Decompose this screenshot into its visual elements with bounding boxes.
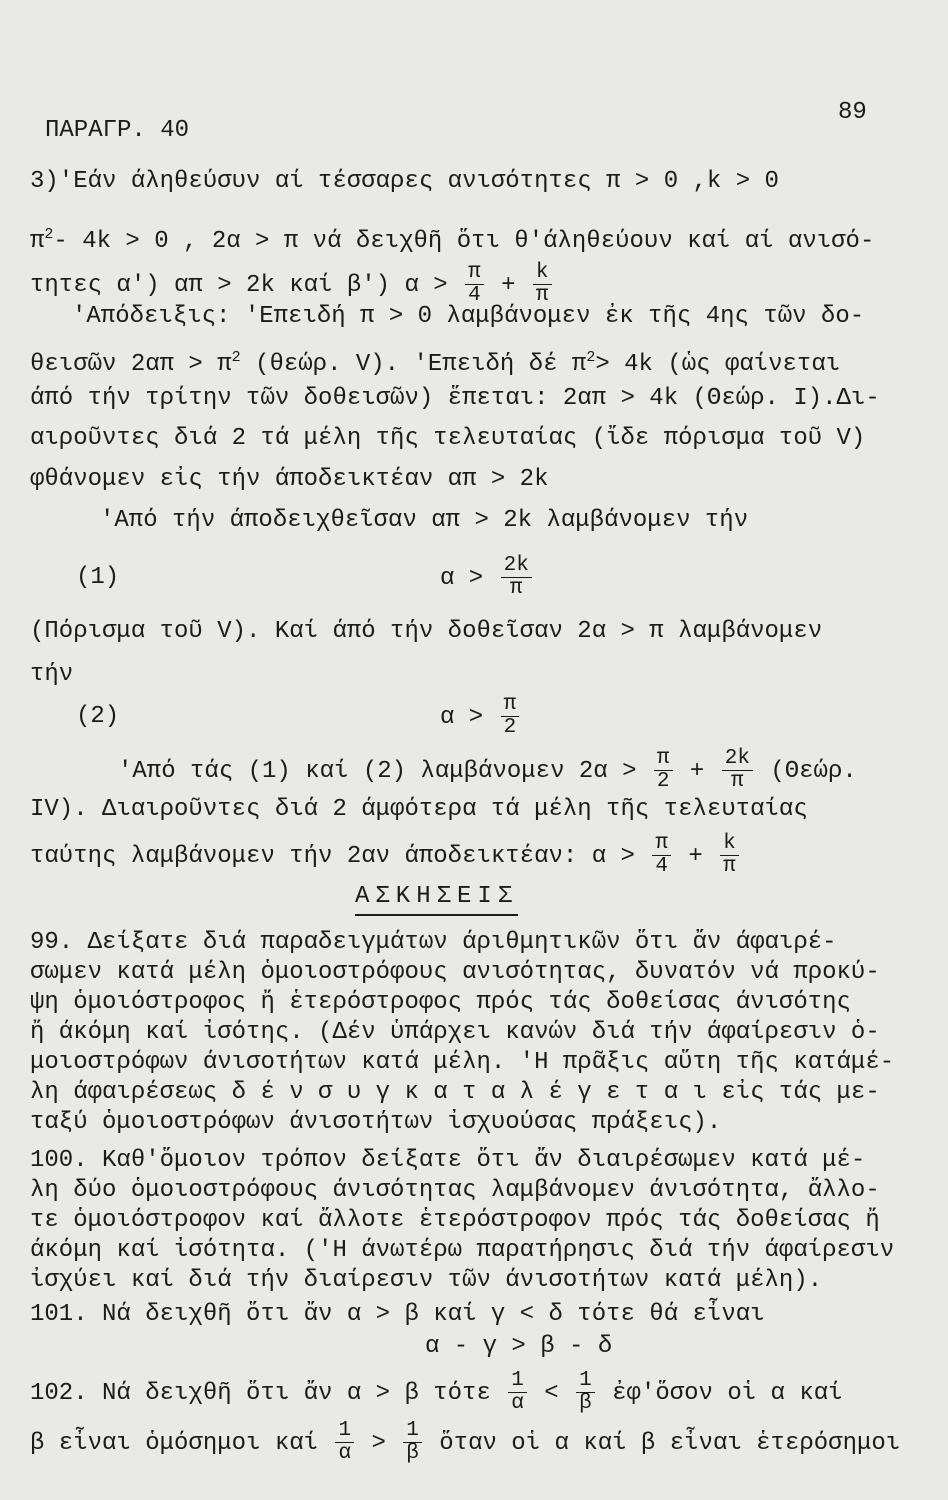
- equation-2-lhs: α >: [440, 703, 484, 731]
- exercise-100-line-1: 100. Καθ'ὅμοιον τρόπον δείξατε ὅτι ἄν διαιρέσωμεν κατά μέ-: [30, 1147, 866, 1174]
- fraction-1-over-alpha: $\frac{1}{\alpha}$: [508, 1370, 527, 1415]
- exercise-99-line-4: ἤ άκόμη καί ἰσότης. (Δέν ὑπάρχει κανών διά τήν άφαίρεσιν ὁ-: [30, 1019, 880, 1046]
- problem-3-line-3-text: τητες α') απ > 2k καί β') α >: [30, 271, 448, 299]
- proof-line-4: αιροῦντες διά 2 τά μέλη τῆς τελευταίας (ἴδε πόρισμα τοῦ V): [30, 425, 866, 452]
- exercise-100-line-3: τε ὁμοιόστροφον καί ἄλλοτε ἑτερόστροφον πρός τάς δοθείσας ἤ: [30, 1207, 880, 1234]
- equation-2-label: (2): [76, 703, 120, 730]
- theorem-ref: (Θεώρ.: [770, 757, 857, 785]
- fraction-pi-over-2: $\frac{\pi}{2}$: [501, 694, 520, 739]
- plus-sign: +: [689, 757, 705, 785]
- fraction-1-over-alpha: $\frac{1}{\alpha}$: [335, 1420, 354, 1465]
- fraction-pi-over-4: $\frac{\pi}{4}$: [652, 833, 671, 878]
- proof-line-6: 'Από τήν άποδειχθεῖσαν απ > 2k λαμβάνομεν τήν: [100, 507, 749, 534]
- exercise-100-line-5: ἰσχύει καί διά τήν διαίρεσιν τῶν άνισοτήτων κατά μέλη).: [30, 1267, 823, 1294]
- plus-sign: +: [688, 842, 703, 870]
- equation-2: [440, 694, 522, 739]
- proof-line-9: [118, 748, 857, 793]
- problem-3-line-3: [30, 262, 555, 307]
- proof-line-2: [30, 343, 840, 380]
- proof-line-9-text: 'Από τάς (1) καί (2) λαμβάνομεν 2α >: [118, 757, 637, 785]
- proof-line-7: (Πόρισμα τοῦ V). Καί άπό τήν δοθεῖσαν 2α > π λαμβάνομεν: [30, 618, 823, 645]
- proof-line-2-c: > 4k (ὡς φαίνεται: [595, 351, 841, 378]
- fraction-pi-over-4: $\frac{\pi}{4}$: [465, 262, 484, 307]
- equation-1-lhs: α >: [440, 564, 484, 592]
- equation-1-label: (1): [76, 564, 120, 591]
- exercise-102-line-2: [30, 1420, 900, 1465]
- problem-3-line-2: [30, 220, 874, 257]
- exercise-102-line-1-text: 102. Νά δειχθῆ ὅτι ἄν α > β τότε: [30, 1379, 491, 1407]
- proof-line-2-b: (θεώρ. V). 'Επειδή δέ π: [240, 351, 587, 378]
- fraction-2k-over-pi: $\frac{2k}{\pi}$: [501, 555, 532, 600]
- proof-line-10: IV). Διαιροῦντες διά 2 άμφότερα τά μέλη τῆς τελευταίας: [30, 796, 808, 823]
- pi-symbol: π: [30, 228, 45, 255]
- exercise-99-line-1: 99. Δείξατε διά παραδειγμάτων άριθμητικῶν ὅτι ἄν άφαιρέ-: [30, 929, 837, 956]
- exercise-102-line-1: [30, 1370, 843, 1415]
- exercise-102-line-1-tail: ἐφ'ὅσον οἱ α καί: [612, 1379, 843, 1407]
- exercise-100-line-4: άκόμη καί ἰσότητα. ('Η άνωτέρω παρατήρησις διά τήν άφαίρεσιν: [30, 1237, 895, 1264]
- exercise-101-line-2: α - γ > β - δ: [425, 1333, 613, 1360]
- page-number: 89: [838, 99, 867, 126]
- exercise-101-line-1: 101. Νά δειχθῆ ὅτι ἄν α > β καί γ < δ τότε θά εἶναι: [30, 1301, 765, 1328]
- proof-line-1: 'Απόδειξις: 'Επειδή π > 0 λαμβάνομεν ἐκ τῆς 4ης τῶν δο-: [72, 303, 865, 330]
- proof-line-11: [30, 833, 742, 878]
- fraction-k-over-pi: $\frac{k}{\pi}$: [533, 262, 552, 307]
- exercise-99-line-5: μοιοστρόφων άνισοτήτων κατά μέλη. 'Η πρᾶξις αὕτη τῆς κατάμέ-: [30, 1049, 895, 1076]
- proof-line-11-text: ταύτης λαμβάνομεν τήν 2αν άποδεικτέαν: α >: [30, 842, 635, 870]
- proof-line-3: άπό τήν τρίτην τῶν δοθεισῶν) ἕπεται: 2απ > 4k (Θεώρ. I).Δι-: [30, 385, 880, 412]
- problem-3-line-2-text: - 4k > 0 , 2α > π νά δειχθῆ ὅτι θ'άληθεύουν καί αί ανισό-: [53, 228, 875, 255]
- plus-sign: +: [501, 271, 516, 299]
- square-exponent: 2: [44, 226, 54, 243]
- section-header: ΠΑΡΑΓΡ. 40: [45, 117, 190, 144]
- fraction-k-over-pi: $\frac{k}{\pi}$: [720, 833, 739, 878]
- equation-1: [440, 555, 535, 600]
- fraction-1-over-beta: $\frac{1}{\beta}$: [576, 1370, 595, 1415]
- exercise-99-line-6: λη άφαιρέσεως δ έ ν σ υ γ κ α τ α λ έ γ ε τ α ι εἰς τάς με-: [30, 1079, 880, 1106]
- exercise-99-line-3: ψη ὁμοιόστροφος ἤ ἑτερόστροφος πρός τάς δοθείσας άνισότης: [30, 989, 851, 1016]
- less-than-sign: <: [544, 1379, 559, 1407]
- exercise-102-line-2-text: β εἶναι ὁμόσημοι καί: [30, 1429, 319, 1457]
- fraction-pi-over-2: $\frac{\pi}{2}$: [654, 748, 673, 793]
- proof-line-2-a: θεισῶν 2απ > π: [30, 351, 232, 378]
- square-exponent: 2: [231, 349, 241, 366]
- exercises-title: ΑΣΚΗΣΕΙΣ: [355, 882, 518, 916]
- fraction-1-over-beta: $\frac{1}{\beta}$: [403, 1420, 422, 1465]
- exercise-102-line-2-tail: ὅταν οἱ α καί β εἶναι ἑτερόσημοι: [439, 1429, 901, 1457]
- exercise-99-line-2: σωμεν κατά μέλη ὁμοιοστρόφους ανισότητας, δυνατόν νά προκύ-: [30, 959, 880, 986]
- greater-than-sign: >: [371, 1429, 386, 1457]
- fraction-2k-over-pi: $\frac{2k}{\pi}$: [722, 748, 753, 793]
- exercise-99-line-7: ταξύ ὁμοιοστρόφων άνισοτήτων ἰσχυούσας πράξεις).: [30, 1109, 722, 1136]
- proof-line-8: τήν: [30, 661, 74, 688]
- exercise-100-line-2: λη δύο ὁμοιοστρόφους άνισότητας λαμβάνομεν άνισότητα, ἄλλο-: [30, 1177, 880, 1204]
- problem-3-line-1: 3)'Εάν άληθεύσυν αί τέσσαρες ανισότητες π > 0 ,k > 0: [30, 168, 779, 195]
- square-exponent: 2: [586, 349, 596, 366]
- proof-line-5: φθάνομεν εἰς τήν άποδεικτέαν απ > 2k: [30, 466, 549, 493]
